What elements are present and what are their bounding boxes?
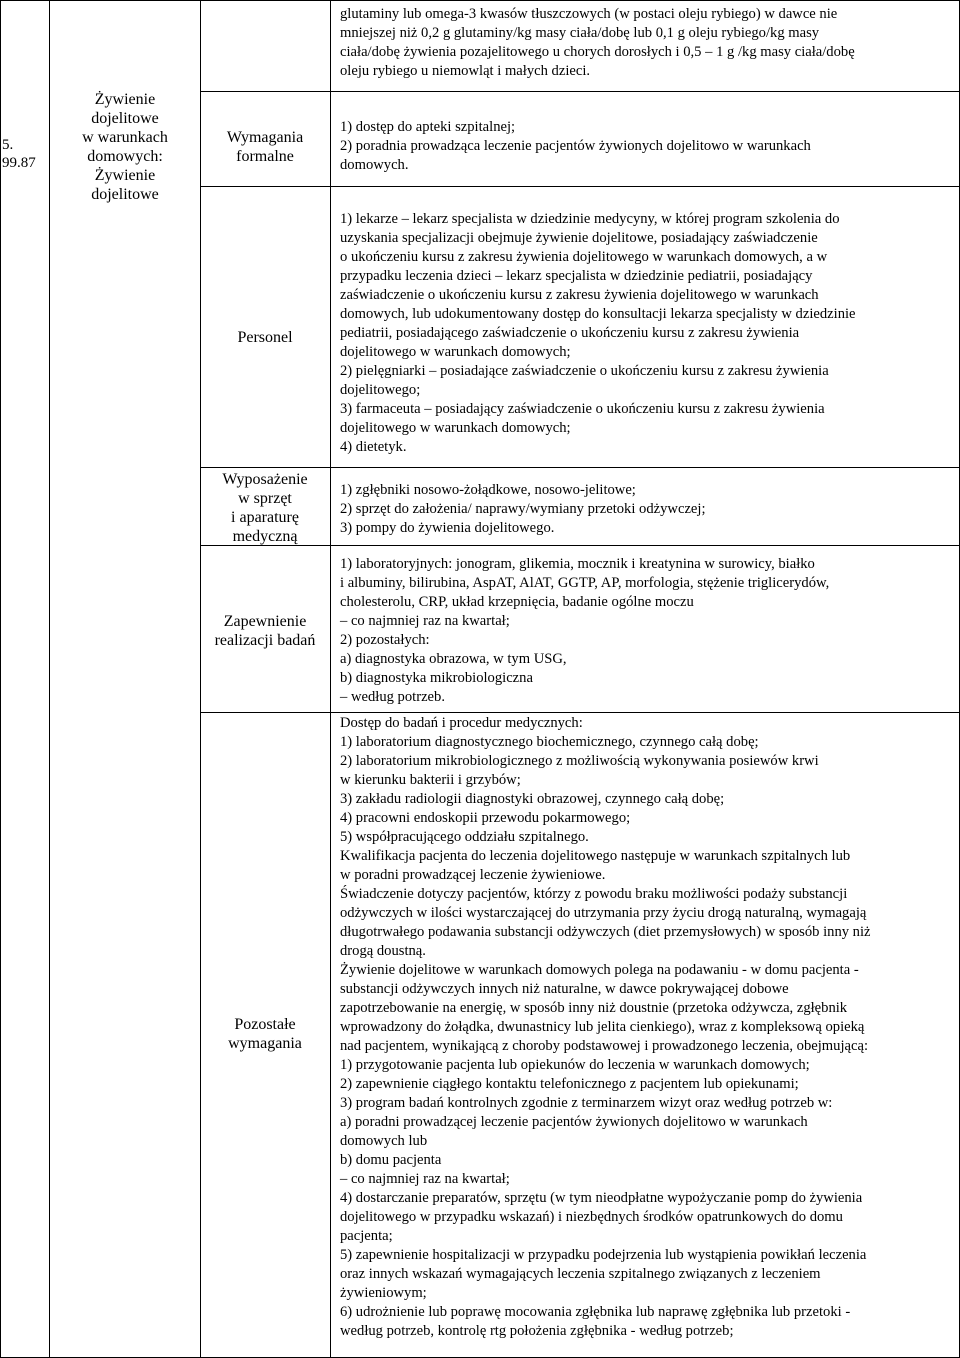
text-line: 2) laboratorium mikrobiologicznego z możliwością wykonywania posiewów krwi	[340, 753, 819, 769]
text-line: drogą doustną.	[340, 943, 426, 959]
text-line: 1) lekarze – lekarz specjalista w dziedzinie medycyny, w której program szkolenia do	[340, 211, 840, 227]
tests-text	[340, 555, 956, 707]
text-line: 4) dostarczanie preparatów, sprzętu (w tym nieodpłatne wypożyczanie pomp do żywienia	[340, 1190, 863, 1206]
text-line: długotrwałego podawania substancji odżywczych (diet przemysłowych) w sposób inny niż	[340, 924, 871, 940]
procedure-title-line: dojelitowe	[91, 110, 159, 127]
text-line: w kierunku bakterii i grzybów;	[340, 772, 521, 788]
section-title-line: formalne	[236, 148, 294, 165]
section-title-line: Zapewnienie	[223, 613, 307, 630]
text-line: pacjenta;	[340, 1228, 393, 1244]
section-title-line: Wyposażenie	[222, 471, 308, 488]
text-line: żywieniowym;	[340, 1285, 427, 1301]
equipment-text	[340, 481, 956, 538]
procedure-title-line: Żywienie	[94, 91, 156, 108]
formal-requirements-text	[340, 118, 956, 175]
row-divider	[201, 712, 960, 713]
text-line: 5) współpracującego oddziału szpitalnego.	[340, 829, 589, 845]
section-title-line: Wymagania	[226, 129, 304, 146]
text-line: odżywczych w ilości wystarczającej do utrzymania przy życiu drogą naturalną, wymagają	[340, 905, 867, 921]
personnel-text	[340, 210, 956, 457]
text-line: 2) pozostałych:	[340, 632, 430, 648]
section-title-other	[204, 1015, 326, 1053]
procedure-title	[52, 90, 198, 204]
section-title-tests	[204, 612, 326, 650]
text-line: 2) sprzęt do założenia/ naprawy/wymiany przetoki odżywczej;	[340, 501, 706, 517]
text-line: według potrzeb, kontrolę rtg położenia zgłębnika - według potrzeb;	[340, 1323, 734, 1339]
text-line: domowych.	[340, 157, 409, 173]
procedure-title-line: w warunkach	[82, 129, 168, 146]
text-line: Żywienie dojelitowe w warunkach domowych polega na podawaniu - w domu pacjenta -	[340, 962, 859, 978]
text-line: 4) dietetyk.	[340, 439, 407, 455]
procedure-title-line: Żywienie	[94, 167, 156, 184]
text-line: oraz innych wskazań wymagających leczenia szpitalnego związanych z leczeniem	[340, 1266, 821, 1282]
text-line: uzyskania specjalizacji obejmuje żywienie dojelitowe, posiadający zaświadczenie	[340, 230, 818, 246]
text-line: 3) program badań kontrolnych zgodnie z terminarzem wizyt oraz według potrzeb w:	[340, 1095, 833, 1111]
other-requirements-text	[340, 714, 956, 1341]
text-line: wprowadzony do żołądka, dwunastnicy lub jelita cienkiego), wraz z kompleksową opieką	[340, 1019, 865, 1035]
text-line: ciała/dobę żywienia pozajelitowego u chorych dorosłych i 0,5 – 1 g /kg masy ciała/dobę	[340, 44, 855, 60]
column-divider	[330, 0, 331, 1358]
text-line: o ukończeniu kursu z zakresu żywienia dojelitowego w warunkach domowych, a w	[340, 249, 828, 265]
text-line: zaświadczenie o ukończeniu kursu z zakresu żywienia dojelitowego w warunkach	[340, 287, 819, 303]
section-title-line: Pozostałe	[234, 1016, 296, 1033]
section-title-formal	[204, 128, 326, 166]
procedure-title-line: domowych:	[87, 148, 163, 165]
section-title-equipment	[204, 470, 326, 546]
text-line: 4) pracowni endoskopii przewodu pokarmowego;	[340, 810, 631, 826]
text-line: Kwalifikacja pacjenta do leczenia dojelitowego następuje w warunkach szpitalnych lub	[340, 848, 851, 864]
section-title-line: wymagania	[228, 1035, 302, 1052]
text-line: glutaminy lub omega-3 kwasów tłuszczowych (w postaci oleju rybiego) w dawce nie	[340, 6, 838, 22]
text-line: dojelitowego;	[340, 382, 421, 398]
text-line: – co najmniej raz na kwartał;	[340, 1171, 510, 1187]
text-line: b) domu pacjenta	[340, 1152, 442, 1168]
procedure-title-line: dojelitowe	[91, 186, 159, 203]
section-title-line: realizacji badań	[214, 632, 316, 649]
text-line: Dostęp do badań i procedur medycznych:	[340, 715, 583, 731]
text-line: b) diagnostyka mikrobiologiczna	[340, 670, 533, 686]
text-line: – co najmniej raz na kwartał;	[340, 613, 510, 629]
column-divider	[49, 0, 50, 1358]
text-line: 1) laboratoryjnych: jonogram, glikemia, mocznik i kreatynina w surowicy, białko	[340, 556, 815, 572]
text-line: dojelitowego w warunkach domowych;	[340, 344, 571, 360]
continuation-text	[340, 5, 956, 81]
text-line: 6) udrożnienie lub poprawę mocowania zgłębnika lub naprawę zgłębnika lub przetoki -	[340, 1304, 851, 1320]
section-title-line: i aparaturę	[231, 509, 299, 526]
text-line: 3) zakładu radiologii diagnostyki obrazowej, czynnego całą dobę;	[340, 791, 725, 807]
text-line: Świadczenie dotyczy pacjentów, którzy z powodu braku możliwości podaży substancji	[340, 886, 848, 902]
text-line: pediatrii, posiadającego zaświadczenie o ukończeniu kursu z zakresu żywienia	[340, 325, 800, 341]
section-title-personnel	[204, 328, 326, 347]
text-line: i albuminy, bilirubina, AspAT, AlAT, GGTP, AP, morfologia, stężenie triglicerydów,	[340, 575, 830, 591]
row-divider	[201, 467, 960, 468]
text-line: 2) zapewnienie ciągłego kontaktu telefonicznego z pacjentem lub opiekunami;	[340, 1076, 799, 1092]
text-line: a) poradni prowadzącej leczenie pacjentów żywionych dojelitowo w warunkach	[340, 1114, 808, 1130]
text-line: 5) zapewnienie hospitalizacji w przypadku podejrzenia lub wystąpienia powikłań leczenia	[340, 1247, 867, 1263]
text-line: – według potrzeb.	[340, 689, 445, 705]
text-line: 1) laboratorium diagnostycznego biochemicznego, czynnego całą dobę;	[340, 734, 759, 750]
text-line: mniejszej niż 0,2 g glutaminy/kg masy ciała/dobę lub 0,1 g oleju rybiego/kg masy	[340, 25, 820, 41]
text-line: 1) zgłębniki nosowo-żołądkowe, nosowo-jelitowe;	[340, 482, 636, 498]
text-line: oleju rybiego u niemowląt i małych dzieci.	[340, 63, 591, 79]
row-divider	[201, 91, 960, 92]
text-line: domowych lub	[340, 1133, 428, 1149]
section-title-line: Personel	[237, 329, 293, 346]
text-line: dojelitowego w warunkach domowych;	[340, 420, 571, 436]
row-number: 5. 99.87	[2, 137, 36, 171]
text-line: 1) dostęp do apteki szpitalnej;	[340, 119, 516, 135]
text-line: a) diagnostyka obrazowa, w tym USG,	[340, 651, 567, 667]
text-line: substancji odżywczych innych niż naturalne, w dawce pokrywającej dobowe	[340, 981, 789, 997]
section-title-line: w sprzęt	[238, 490, 292, 507]
text-line: nad pacjentem, wynikającą z choroby podstawowej i prowadzonego leczenia, obejmującą:	[340, 1038, 868, 1054]
text-line: domowych, lub udokumentowany dostęp do konsultacji lekarza specjalisty w dziedzinie	[340, 306, 856, 322]
text-line: zapotrzebowanie na energię, w sposób inny niż doustnie (przetoka odżywcza, zgłębnik	[340, 1000, 848, 1016]
text-line: dojelitowego w przypadku wskazań) i niezbędnych środków opatrunkowych do domu	[340, 1209, 843, 1225]
text-line: 2) poradnia prowadząca leczenie pacjentów żywionych dojelitowo w warunkach	[340, 138, 811, 154]
row-divider	[201, 186, 960, 187]
text-line: 1) przygotowanie pacjenta lub opiekunów do leczenia w warunkach domowych;	[340, 1057, 810, 1073]
text-line: w poradni prowadzącej leczenie żywieniowe.	[340, 867, 606, 883]
section-title-line: medyczną	[232, 528, 298, 545]
column-divider	[200, 0, 201, 1358]
text-line: 3) pompy do żywienia dojelitowego.	[340, 520, 555, 536]
text-line: 3) farmaceuta – posiadający zaświadczenie o ukończeniu kursu z zakresu żywienia	[340, 401, 825, 417]
text-line: cholesterolu, CRP, układ krzepnięcia, badanie ogólne moczu	[340, 594, 694, 610]
text-line: przypadku leczenia dzieci – lekarz specjalista w dziedzinie pediatrii, posiadający	[340, 268, 813, 284]
text-line: 2) pielęgniarki – posiadające zaświadczenie o ukończeniu kursu z zakresu żywienia	[340, 363, 829, 379]
